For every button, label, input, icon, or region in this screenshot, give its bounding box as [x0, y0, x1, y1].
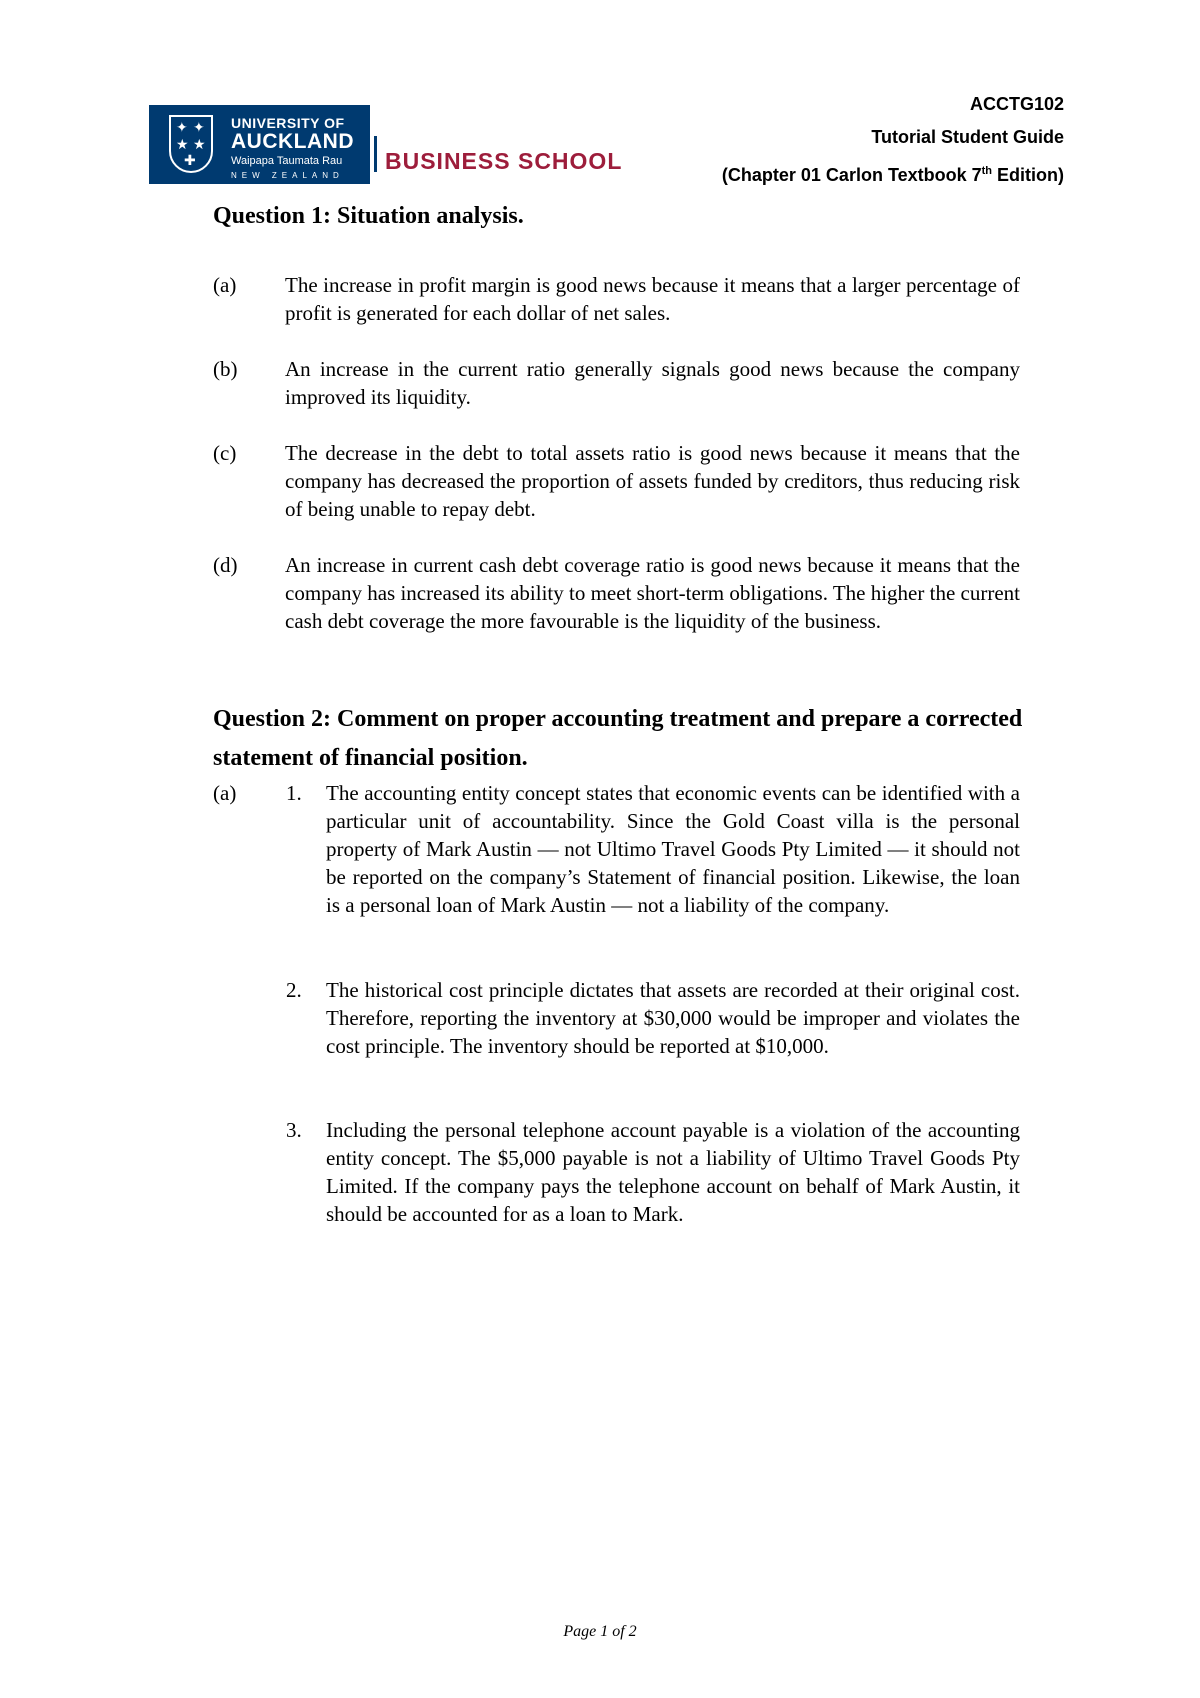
- q2-part-label: (a): [213, 781, 237, 805]
- item-label: (c): [213, 441, 237, 465]
- q2-point-2: [286, 976, 1020, 1060]
- q1-item-d: [213, 551, 1020, 635]
- point-number: 2.: [286, 978, 302, 1002]
- item-text: An increase in current cash debt coverage ratio is good news because it means that the company has increased its ability to meet short-term obligations. The higher the current cash debt coverage the more favourable is the liquidity of the business.: [285, 553, 1020, 633]
- point-number: 1.: [286, 781, 302, 805]
- item-text: The increase in profit margin is good news because it means that a larger percentage of profit is generated for each dollar of net sales.: [285, 273, 1020, 325]
- q2-point-1: [286, 779, 1020, 919]
- university-logo: [149, 105, 370, 184]
- item-label: (b): [213, 357, 238, 381]
- item-label: (a): [213, 273, 237, 297]
- point-text: The accounting entity concept states that economic events can be identified with a particular unit of accountability. Since the Gold Coast villa is the personal property of Mark Austin — not Ultimo Travel Goods Pty Limited — it should not be reported on the company’s Statement of financial position. Likewise, the loan is a personal loan of Mark Austin — not a liability of the company.: [326, 781, 1020, 917]
- crest-icon: ✦ ✦ ★ ★ ✚: [169, 115, 213, 173]
- logo-wordmark: [231, 115, 354, 182]
- point-text: The historical cost principle dictates that assets are recorded at their original cost. Therefore, reporting the inventory at $30,000 would be improper and violates the cost principle. The inventory should be reported at $10,000.: [326, 978, 1020, 1058]
- item-text: The decrease in the debt to total assets ratio is good news because it means that the company has decreased the proportion of assets funded by creditors, thus reducing risk of being unable to repay debt.: [285, 441, 1020, 521]
- question-1-heading: Question 1: Situation analysis.: [213, 203, 524, 229]
- q1-item-b: [213, 355, 1020, 411]
- q2-point-3: [286, 1116, 1020, 1228]
- course-code: ACCTG102: [969, 94, 1064, 114]
- chapter-text-end: Edition): [992, 165, 1064, 185]
- logo-line-4: NEW ZEALAND: [231, 171, 344, 180]
- page-number: Page 1 of 2: [563, 1623, 637, 1640]
- q1-item-a: [213, 271, 1020, 327]
- logo-line-2: AUCKLAND: [231, 130, 354, 153]
- business-school-label: BUSINESS SCHOOL: [385, 148, 623, 174]
- item-label: (d): [213, 553, 238, 577]
- guide-title: Tutorial Student Guide: [871, 127, 1064, 147]
- logo-line-1: UNIVERSITY OF: [231, 115, 345, 131]
- point-number: 3.: [286, 1118, 302, 1142]
- q1-item-c: [213, 439, 1020, 523]
- item-text: An increase in the current ratio generally signals good news because the company improved its liquidity.: [285, 357, 1020, 409]
- logo-line-3: Waipapa Taumata Rau: [231, 155, 343, 167]
- question-2-heading: Question 2: Comment on proper accounting treatment and prepare a corrected statement of financial position.: [213, 706, 1023, 771]
- chapter-line: [722, 161, 1064, 185]
- point-text: Including the personal telephone account payable is a violation of the accounting entity concept. The $5,000 payable is not a liability of Ultimo Travel Goods Pty Limited. If the company pays the telephone account on behalf of Mark Austin, it should be accounted for as a loan to Mark.: [326, 1118, 1020, 1226]
- chapter-sup: th: [981, 165, 993, 177]
- chapter-text: (Chapter 01 Carlon Textbook 7: [721, 165, 982, 185]
- logo-divider: [374, 136, 377, 172]
